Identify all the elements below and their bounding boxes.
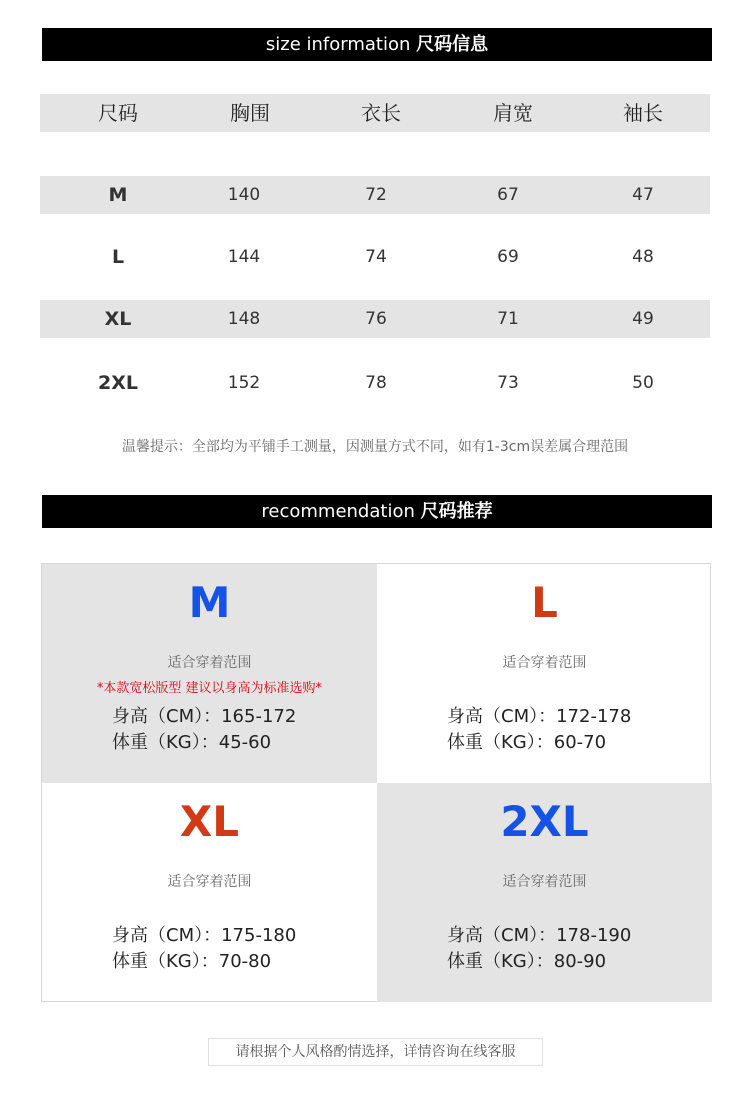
header-size: 尺码 (98, 101, 138, 125)
weight-range: 体重（KG）：70-80 (112, 951, 272, 972)
row-size: 2XL (98, 372, 138, 394)
table-row (40, 176, 710, 214)
range-label: 适合穿着范围 (502, 655, 587, 671)
row-shoulder: 69 (497, 247, 519, 267)
row-chest: 152 (227, 373, 261, 393)
recommend-size: L (531, 578, 558, 627)
recommend-size: 2XL (500, 797, 589, 846)
row-size: XL (104, 308, 132, 330)
row-chest: 148 (227, 309, 261, 329)
range-label: 适合穿着范围 (502, 874, 587, 890)
recommendation-card-m (42, 564, 377, 783)
row-size: M (108, 184, 128, 206)
recommendation-banner (42, 495, 712, 528)
height-range: 身高（CM）：172-178 (447, 706, 632, 727)
header-sleeve: 袖长 (623, 101, 663, 125)
row-sleeve: 50 (632, 373, 654, 393)
row-length: 72 (365, 185, 387, 205)
weight-range: 体重（KG）：80-90 (447, 951, 607, 972)
customer-service-note: 请根据个人风格酌情选择，详情咨询在线客服 (208, 1038, 543, 1066)
row-length: 78 (365, 373, 387, 393)
recommend-size: XL (179, 797, 240, 846)
banner-title-cn: 尺码信息 (416, 34, 489, 55)
range-label: 适合穿着范围 (167, 655, 252, 671)
recommendation-grid (41, 563, 711, 1002)
row-chest: 140 (227, 185, 261, 205)
header-length: 衣长 (361, 101, 401, 125)
row-shoulder: 71 (497, 309, 519, 329)
banner-title-en: recommendation (261, 501, 415, 522)
recommendation-card-2xl (377, 783, 712, 1002)
table-row (40, 300, 710, 338)
measurement-note: 温馨提示：全部均为平铺手工测量，因测量方式不同，如有1-3cm误差属合理范围 (121, 439, 629, 455)
banner-title-cn: 尺码推荐 (420, 501, 493, 522)
table-row (40, 238, 710, 276)
header-shoulder: 肩宽 (493, 101, 533, 125)
table-row (40, 364, 710, 402)
table-header-row (40, 94, 710, 132)
row-sleeve: 49 (632, 309, 654, 329)
banner-title-en: size information (265, 34, 411, 55)
header-chest: 胸围 (230, 101, 270, 125)
recommend-size: M (188, 578, 231, 627)
row-length: 76 (365, 309, 387, 329)
size-information-banner (42, 28, 712, 61)
recommendation-card-xl (42, 783, 377, 1002)
row-chest: 144 (227, 247, 261, 267)
row-shoulder: 73 (497, 373, 519, 393)
height-range: 身高（CM）：175-180 (112, 925, 297, 946)
row-sleeve: 48 (632, 247, 654, 267)
row-size: L (111, 246, 125, 268)
height-range: 身高（CM）：178-190 (447, 925, 632, 946)
fit-warning: *本款宽松版型 建议以身高为标准选购* (96, 681, 323, 696)
recommendation-card-l (377, 564, 712, 783)
height-range: 身高（CM）：165-172 (112, 706, 297, 727)
weight-range: 体重（KG）：60-70 (447, 732, 607, 753)
row-shoulder: 67 (497, 185, 519, 205)
row-length: 74 (365, 247, 387, 267)
weight-range: 体重（KG）：45-60 (112, 732, 272, 753)
range-label: 适合穿着范围 (167, 874, 252, 890)
row-sleeve: 47 (632, 185, 654, 205)
